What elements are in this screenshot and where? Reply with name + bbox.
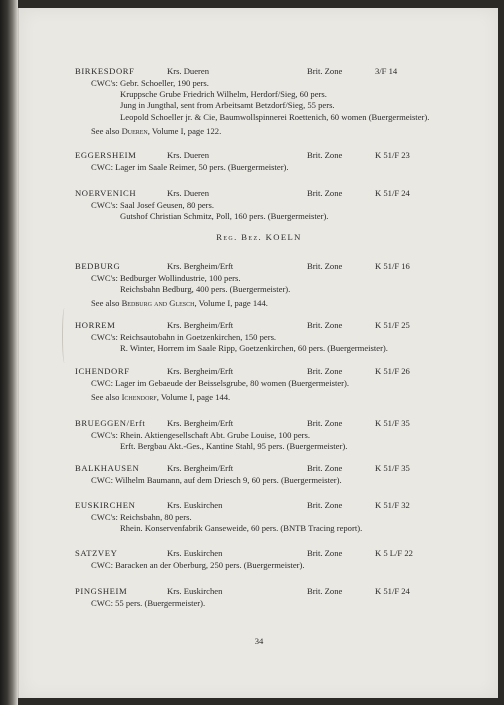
district-name: Krs. Euskirchen [167,586,223,596]
entry-header-row [20,320,498,332]
place-name: BIRKESDORF [75,66,135,76]
place-name: ICHENDORF [75,366,130,376]
place-name: SATZVEY [75,548,118,558]
map-reference: K 51/F 26 [375,366,410,376]
entry-detail-line: Jung in Jungthal, sent from Arbeitsamt Betzdorf/Sieg, 55 pers. [120,100,335,111]
zone-name: Brit. Zone [307,463,343,473]
map-reference: K 51/F 25 [375,320,410,330]
entry-detail-line: CWC's: Reichsbahn, 80 pers. [91,512,192,522]
entry-header-row [20,548,498,560]
zone-name: Brit. Zone [307,418,343,428]
place-name: BEDBURG [75,261,121,271]
entry-detail-line: CWC: Lager im Gebaeude der Beisselsgrube, 80 women (Buergermeister). [91,378,350,388]
entry-detail-line: Reichsbahn Bedburg, 400 pers. (Buergermeister). [120,284,291,295]
place-name: PINGSHEIM [75,586,128,596]
entry-detail-line: CWC's: Gebr. Schoeller, 190 pers. [91,78,209,88]
entry-detail-line: Erft. Bergbau Akt.-Ges., Kantine Stahl, 95 pers. (Buergermeister). [120,441,348,452]
entry-detail-line: CWC's: Bedburger Wollindustrie, 100 pers. [91,273,241,283]
map-reference: K 51/F 16 [375,261,410,271]
map-reference: K 51/F 24 [375,188,410,198]
camp-entry [20,66,498,137]
camp-entry [20,150,498,173]
zone-name: Brit. Zone [307,150,343,160]
place-name: EGGERSHEIM [75,150,137,160]
map-reference: K 5 L/F 22 [375,548,413,558]
district-name: Krs. Bergheim/Erft [167,261,234,271]
map-reference: K 51/F 35 [375,418,410,428]
zone-name: Brit. Zone [307,548,343,558]
camp-entry [20,366,498,403]
place-name: NOERVENICH [75,188,137,198]
entry-header-row [20,463,498,475]
district-name: Krs. Bergheim/Erft [167,463,234,473]
entry-header-row [20,261,498,273]
map-reference: K 51/F 35 [375,463,410,473]
entry-header-row [20,150,498,162]
camp-entry [20,500,498,534]
zone-name: Brit. Zone [307,586,343,596]
entry-detail-line: CWC: Baracken an der Oberburg, 250 pers. (Buergermeister). [91,560,305,570]
see-also-reference: Ichendorf [121,392,157,403]
page-number: 34 [254,636,264,646]
see-also-reference: Dueren [121,125,148,136]
entry-detail-line: Kruppsche Grube Friedrich Wilhelm, Herdorf/Sieg, 60 pers. [120,89,327,100]
entry-header-row [20,500,498,512]
see-also-suffix: , Volume I, page 144. [194,298,268,309]
zone-name: Brit. Zone [307,366,343,376]
entry-detail-line: CWC: Lager im Saale Reimer, 50 pers. (Buergermeister). [91,162,289,172]
district-name: Krs. Euskirchen [167,548,223,558]
see-also-note [20,126,498,137]
entry-detail-line: CWC's: Saal Josef Geusen, 80 pers. [91,200,215,210]
map-reference: K 51/F 24 [375,586,410,596]
entry-detail-line: CWC's: Rhein. Aktiengesellschaft Abt. Grube Louise, 100 pers. [91,430,310,440]
camp-entry [20,586,498,609]
map-reference: K 51/F 32 [375,500,410,510]
entry-detail-line: Gutshof Christian Schmitz, Poll, 160 pers. (Buergermeister). [120,211,329,222]
entry-detail-line: CWC: 55 pers. (Buergermeister). [91,598,206,608]
camp-entry [20,188,498,222]
district-name: Krs. Bergheim/Erft [167,418,234,428]
entry-header-row [20,418,498,430]
entry-detail-line: CWC: Wilhelm Baumann, auf dem Driesch 9, 60 pers. (Buergermeister). [91,475,342,485]
camp-entry [20,418,498,452]
see-also-reference: Bedburg and Glesch [121,298,195,309]
see-also-prefix: See also [91,298,122,309]
see-also-suffix: , Volume I, page 122. [147,125,222,136]
district-name: Krs. Dueren [167,188,209,198]
region-heading [20,232,498,242]
entry-header-row [20,366,498,378]
zone-name: Brit. Zone [307,500,343,510]
entry-detail-line: Rhein. Konservenfabrik Ganseweide, 60 pers. (BNTB Tracing report). [120,523,363,534]
zone-name: Brit. Zone [307,261,343,271]
book-binding [0,0,18,705]
entry-header-row [20,188,498,200]
district-name: Krs. Bergheim/Erft [167,366,234,376]
see-also-suffix: , Volume I, page 144. [156,392,231,403]
camp-entry [20,463,498,486]
district-name: Krs. Euskirchen [167,500,223,510]
place-name: BRUEGGEN/Erft [75,418,146,428]
entry-header-row [20,66,498,78]
zone-name: Brit. Zone [307,188,343,198]
region-heading-text: Reg. Bez. KOELN [216,232,302,242]
see-also-note [20,298,498,309]
map-reference: 3/F 14 [375,66,398,76]
entry-header-row [20,586,498,598]
zone-name: Brit. Zone [307,320,343,330]
document-page [20,8,498,698]
camp-entry [20,548,498,571]
entry-detail-line: CWC's: Reichsautobahn in Goetzenkirchen, 150 pers. [91,332,277,342]
place-name: BALKHAUSEN [75,463,140,473]
camp-entry [20,261,498,310]
camp-entry [20,320,498,354]
see-also-prefix: See also [91,125,122,136]
map-reference: K 51/F 23 [375,150,410,160]
district-name: Krs. Dueren [167,66,209,76]
zone-name: Brit. Zone [307,66,343,76]
place-name: HORREM [75,320,116,330]
see-also-note [20,392,498,403]
entry-detail-line: Leopold Schoeller jr. & Cie, Baumwollspinnerei Roettenich, 60 women (Buergermeister). [120,111,430,122]
district-name: Krs. Bergheim/Erft [167,320,234,330]
see-also-prefix: See also [91,392,122,403]
place-name: EUSKIRCHEN [75,500,136,510]
entry-detail-line: R. Winter, Horrem im Saale Ripp, Goetzenkirchen, 60 pers. (Buergermeister). [120,343,388,354]
district-name: Krs. Dueren [167,150,209,160]
